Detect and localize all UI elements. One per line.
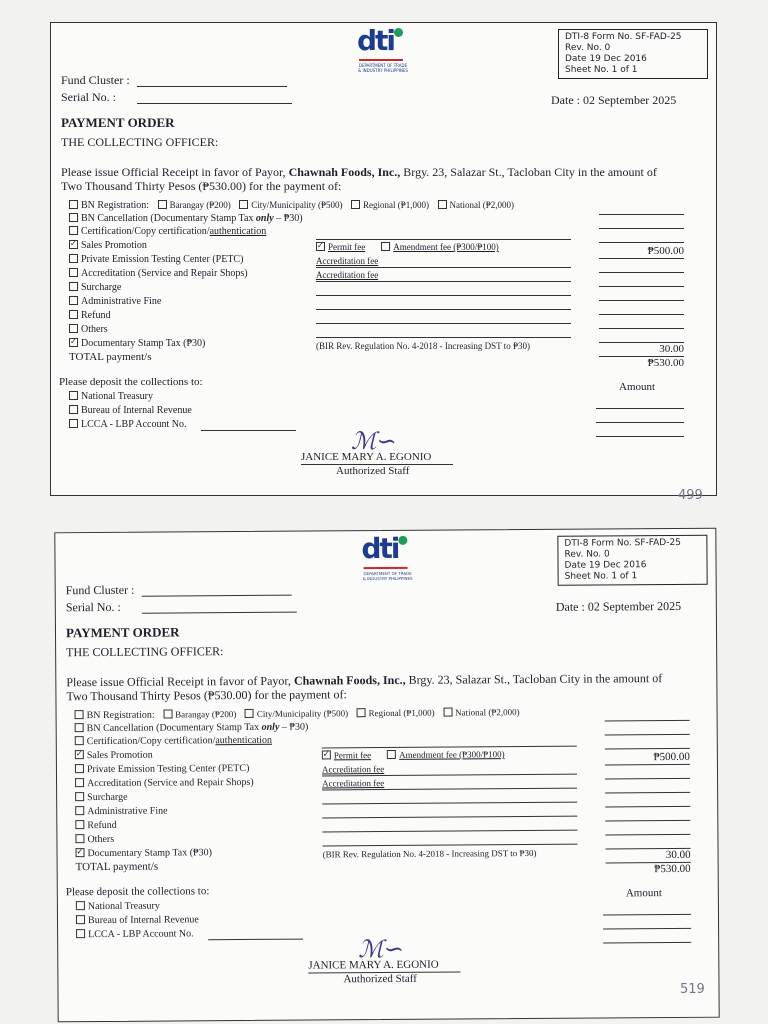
bn-cancellation-only: only xyxy=(261,721,280,733)
form-title: PAYMENT ORDER xyxy=(61,115,175,130)
dti-logo-subtitle: DEPARTMENT OF TRADE & INDUSTRY PHILIPPINES xyxy=(362,570,413,582)
permit-fee-label: Permit fee xyxy=(333,750,372,761)
refund-label: Refund xyxy=(81,310,111,321)
bn-cancellation-post: – ₱30) xyxy=(279,721,309,733)
certification-checkbox[interactable] xyxy=(75,736,84,745)
petc-label: Private Emission Testing Center (PETC) xyxy=(86,762,250,776)
dti-logo-dot xyxy=(394,28,403,37)
bn-cancellation-pre: BN Cancellation (Documentary Stamp Tax xyxy=(86,721,262,735)
amount-line-1 xyxy=(599,214,684,215)
amount-line-4 xyxy=(605,764,690,766)
form-number: DTI-8 Form No. SF-FAD-25 xyxy=(565,32,682,42)
sales-promotion-label: Sales Promotion xyxy=(86,749,153,762)
amount-line-8 xyxy=(605,820,690,822)
permit-fee-checkbox[interactable] xyxy=(316,242,325,251)
handwritten-page-number: 499 xyxy=(678,488,703,503)
dti-logo xyxy=(357,24,415,87)
lcca-row xyxy=(76,928,194,940)
dti-logo-bar xyxy=(359,59,403,61)
surcharge-label: Surcharge xyxy=(81,282,122,293)
revision-number: Rev. No. 0 xyxy=(564,549,610,560)
admin-fine-checkbox[interactable] xyxy=(75,806,84,815)
amount-line-9 xyxy=(599,328,684,329)
fee-line-5 xyxy=(322,830,577,833)
admin-fine-checkbox[interactable] xyxy=(69,296,78,305)
others-label: Others xyxy=(81,324,108,335)
deposit-amount-line-3 xyxy=(596,436,684,437)
lcca-label: LCCA - LBP Account No. xyxy=(81,419,187,430)
sales-promotion-row xyxy=(69,240,147,251)
dst-label: Documentary Stamp Tax (₱30) xyxy=(87,847,212,860)
certification-row xyxy=(75,735,272,747)
payment-order-sheet-2 xyxy=(0,512,768,1024)
bn-cancellation-pre: BN Cancellation (Documentary Stamp Tax xyxy=(81,213,256,224)
total-label: TOTAL payment/s xyxy=(75,860,159,874)
petc-row xyxy=(75,763,250,775)
amount-line-2 xyxy=(599,228,684,229)
admin-fine-label: Administrative Fine xyxy=(87,805,168,818)
petc-checkbox[interactable] xyxy=(75,764,84,773)
deposit-amount-line-1 xyxy=(603,914,691,916)
amount-line-5 xyxy=(605,778,690,780)
surcharge-row xyxy=(69,282,121,293)
dst-checkbox[interactable] xyxy=(69,338,78,347)
bn-cancellation-only: only xyxy=(255,213,274,224)
admin-fine-row xyxy=(69,296,161,307)
bn-registration-label: BN Registration: xyxy=(86,709,155,722)
accreditation-fee-2: Accreditation fee xyxy=(322,778,385,789)
national-treasury-checkbox[interactable] xyxy=(76,901,85,910)
total-label: TOTAL payment/s xyxy=(69,351,152,363)
intro-line-2: Two Thousand Thirty Pesos (₱530.00) for the payment of: xyxy=(61,179,342,193)
city-checkbox[interactable] xyxy=(239,200,248,209)
deposit-amount-line-2 xyxy=(603,928,691,930)
amount-line-2 xyxy=(605,734,690,736)
serial-no-label: Serial No. : xyxy=(65,599,121,615)
sales-promotion-label: Sales Promotion xyxy=(81,240,147,251)
deposit-label: Please deposit the collections to: xyxy=(59,376,203,388)
deposit-amount-line-2 xyxy=(596,422,684,423)
refund-row xyxy=(75,820,117,831)
others-checkbox[interactable] xyxy=(69,324,78,333)
fund-cluster-label: Fund Cluster : xyxy=(65,582,135,598)
regional-label: Regional (₱1,000) xyxy=(368,707,435,719)
fee-line-top xyxy=(322,746,577,749)
fee-line-4 xyxy=(322,816,577,819)
dst-checkbox[interactable] xyxy=(76,848,85,857)
payment-order-form xyxy=(50,22,717,496)
form-meta-box xyxy=(558,29,708,79)
bir-checkbox[interactable] xyxy=(76,915,85,924)
bn-registration-label: BN Registration: xyxy=(81,200,150,211)
accreditation-label: Accreditation (Service and Repair Shops) xyxy=(87,776,254,790)
lcca-account-field[interactable] xyxy=(208,939,303,941)
surcharge-label: Surcharge xyxy=(87,791,128,804)
form-date: Date 19 Dec 2016 xyxy=(564,560,647,571)
accreditation-row xyxy=(69,268,248,279)
bn-registration-checkbox[interactable] xyxy=(69,200,78,209)
lcca-account-field[interactable] xyxy=(201,430,296,431)
amount-header: Amount xyxy=(625,887,662,900)
bn-registration-row xyxy=(75,707,520,721)
amount-dst: 30.00 xyxy=(665,848,691,862)
barangay-label: Barangay (₱200) xyxy=(169,200,231,210)
dti-logo-dot xyxy=(398,536,407,545)
deposit-label: Please deposit the collections to: xyxy=(65,885,210,899)
bir-note: (BIR Rev. Regulation No. 4-2018 - Increasing DST to ₱30) xyxy=(322,847,537,860)
payment-order-form xyxy=(54,528,719,1023)
barangay-checkbox[interactable] xyxy=(158,200,167,209)
fund-cluster-field[interactable] xyxy=(137,86,287,87)
bir-label: Bureau of Internal Revenue xyxy=(81,405,192,416)
deposit-amount-line-1 xyxy=(596,408,684,409)
payment-date: Date : 02 September 2025 xyxy=(551,93,677,107)
refund-row xyxy=(69,310,110,321)
city-checkbox[interactable] xyxy=(245,709,254,718)
fee-line-6 xyxy=(316,337,571,338)
sales-promotion-checkbox[interactable] xyxy=(69,240,78,249)
payor-name: Chawnah Foods, Inc., xyxy=(293,672,406,688)
intro-line-1 xyxy=(61,165,657,180)
surcharge-checkbox[interactable] xyxy=(69,282,78,291)
fee-line-top xyxy=(316,239,571,240)
dti-logo-mark: dti xyxy=(361,531,399,566)
refund-checkbox[interactable] xyxy=(69,310,78,319)
national-label: National (₱2,000) xyxy=(449,200,515,210)
amount-line-7 xyxy=(605,806,690,808)
amendment-fee-label: Amendment fee (₱300/₱100) xyxy=(393,242,499,252)
amount-line-3 xyxy=(605,748,690,750)
intro-pre: Please issue Official Receipt in favor of Payor, xyxy=(61,165,289,179)
dst-row xyxy=(69,338,205,349)
signatory-title: Authorized Staff xyxy=(336,465,410,477)
bn-cancellation-row xyxy=(69,213,303,224)
fee-line-1 xyxy=(316,267,571,268)
amount-total: ₱530.00 xyxy=(654,862,691,876)
fee-line-5 xyxy=(316,323,571,324)
accreditation-fee-1: Accreditation fee xyxy=(316,256,379,266)
national-treasury-row xyxy=(76,901,160,913)
national-checkbox[interactable] xyxy=(443,708,452,717)
amount-line-4 xyxy=(599,258,684,259)
dst-label: Documentary Stamp Tax (₱30) xyxy=(81,338,206,349)
fee-line-6 xyxy=(322,844,577,847)
petc-checkbox[interactable] xyxy=(69,254,78,263)
regional-checkbox[interactable] xyxy=(357,708,366,717)
serial-no-field[interactable] xyxy=(137,103,292,104)
bn-cancellation-row xyxy=(75,722,309,735)
amount-line-6 xyxy=(605,792,690,794)
fund-cluster-field[interactable] xyxy=(142,595,292,597)
payor-name: Chawnah Foods, Inc., xyxy=(288,165,401,179)
petc-row xyxy=(69,254,243,265)
certification-auth: authentication xyxy=(209,226,267,237)
accreditation-fee-1: Accreditation fee xyxy=(321,764,385,775)
certification-pre: Certification/Copy certification/ xyxy=(81,226,210,237)
payment-date: Date : 02 September 2025 xyxy=(555,598,682,614)
amount-line-9 xyxy=(605,834,690,836)
national-label: National (₱2,000) xyxy=(455,707,520,718)
amendment-fee-label: Amendment fee (₱300/₱100) xyxy=(399,749,505,760)
amendment-fee-checkbox[interactable] xyxy=(387,750,396,759)
refund-label: Refund xyxy=(87,819,117,832)
amount-line-7 xyxy=(599,300,684,301)
dti-logo-mark: dti xyxy=(357,24,395,57)
permit-fee-row xyxy=(316,242,499,252)
amount-dst: 30.00 xyxy=(659,343,684,355)
serial-no-field[interactable] xyxy=(142,612,297,614)
fee-line-3 xyxy=(316,295,571,296)
lcca-checkbox[interactable] xyxy=(69,419,78,428)
barangay-checkbox[interactable] xyxy=(163,710,172,719)
amount-line-1 xyxy=(605,720,690,722)
surcharge-checkbox[interactable] xyxy=(75,792,84,801)
others-row xyxy=(75,834,114,845)
bn-registration-checkbox[interactable] xyxy=(75,710,84,719)
fee-line-2 xyxy=(316,281,571,282)
others-checkbox[interactable] xyxy=(75,834,84,843)
accreditation-row xyxy=(75,777,254,789)
bn-registration-row xyxy=(69,200,514,211)
amount-line-3 xyxy=(599,242,684,243)
petc-label: Private Emission Testing Center (PETC) xyxy=(81,254,244,265)
national-treasury-label: National Treasury xyxy=(81,391,153,402)
admin-fine-row xyxy=(75,806,167,818)
intro-line-2: Two Thousand Thirty Pesos (₱530.00) for the payment of: xyxy=(66,687,347,704)
certification-pre: Certification/Copy certification/ xyxy=(86,735,216,748)
barangay-label: Barangay (₱200) xyxy=(175,709,237,720)
sales-promotion-row xyxy=(75,750,153,762)
amount-line-6 xyxy=(599,286,684,287)
bir-row xyxy=(76,914,199,926)
certification-checkbox[interactable] xyxy=(69,226,78,235)
dti-logo-bar xyxy=(364,567,408,569)
form-date: Date 19 Dec 2016 xyxy=(565,54,647,64)
others-row xyxy=(69,324,108,335)
accreditation-checkbox[interactable] xyxy=(69,268,78,277)
sales-promotion-checkbox[interactable] xyxy=(75,750,84,759)
deposit-amount-line-3 xyxy=(603,942,691,944)
intro-post: Brgy. 23, Salazar St., Tacloban City in the amount of xyxy=(400,165,657,179)
permit-fee-checkbox[interactable] xyxy=(322,751,331,760)
dst-row xyxy=(76,847,212,859)
bir-row xyxy=(69,405,192,416)
certification-auth: authentication xyxy=(215,734,273,747)
handwritten-page-number: 519 xyxy=(680,982,705,997)
accreditation-checkbox[interactable] xyxy=(75,778,84,787)
sheet-number: Sheet No. 1 of 1 xyxy=(565,65,638,75)
form-number: DTI-8 Form No. SF-FAD-25 xyxy=(564,537,681,549)
intro-post: Brgy. 23, Salazar St., Tacloban City in the amount of xyxy=(405,671,663,687)
amount-sales-promotion: ₱500.00 xyxy=(653,750,690,764)
regional-checkbox[interactable] xyxy=(351,200,360,209)
bn-cancellation-post: – ₱30) xyxy=(273,213,303,224)
bir-note: (BIR Rev. Regulation No. 4-2018 - Increasing DST to ₱30) xyxy=(316,341,530,351)
national-treasury-row xyxy=(69,391,153,402)
city-label: City/Municipality (₱500) xyxy=(251,200,343,210)
addressee: THE COLLECTING OFFICER: xyxy=(66,644,224,660)
accreditation-label: Accreditation (Service and Repair Shops) xyxy=(81,268,248,279)
national-checkbox[interactable] xyxy=(438,200,447,209)
lcca-checkbox[interactable] xyxy=(76,929,85,938)
dti-logo-subtitle: DEPARTMENT OF TRADE & INDUSTRY PHILIPPINES xyxy=(358,63,408,73)
fund-cluster-label: Fund Cluster : xyxy=(61,73,130,87)
lcca-label: LCCA - LBP Account No. xyxy=(88,928,194,941)
dti-logo xyxy=(361,531,419,595)
signature-scribble: ℳ∽ xyxy=(358,934,405,964)
form-title: PAYMENT ORDER xyxy=(65,624,180,641)
signatory-name: JANICE MARY A. EGONIO xyxy=(301,451,432,463)
sheet-number: Sheet No. 1 of 1 xyxy=(564,571,638,582)
surcharge-row xyxy=(75,792,127,803)
bir-checkbox[interactable] xyxy=(69,405,78,414)
fee-line-3 xyxy=(322,802,577,805)
admin-fine-label: Administrative Fine xyxy=(81,296,162,307)
form-meta-box xyxy=(557,535,707,586)
refund-checkbox[interactable] xyxy=(75,820,84,829)
certification-row xyxy=(69,226,266,237)
city-label: City/Municipality (₱500) xyxy=(256,708,349,719)
accreditation-fee-2: Accreditation fee xyxy=(316,270,379,280)
permit-fee-label: Permit fee xyxy=(328,242,366,252)
serial-no-label: Serial No. : xyxy=(61,90,116,104)
amount-line-5 xyxy=(599,272,684,273)
amount-sales-promotion: ₱500.00 xyxy=(647,245,684,257)
signature-scribble: ℳ∽ xyxy=(351,427,397,455)
amount-header: Amount xyxy=(619,381,656,393)
addressee: THE COLLECTING OFFICER: xyxy=(61,135,219,149)
intro-line-1 xyxy=(66,671,662,690)
signatory-name: JANICE MARY A. EGONIO xyxy=(308,958,439,972)
bn-cancellation-checkbox[interactable] xyxy=(69,213,78,222)
national-treasury-label: National Treasury xyxy=(87,900,160,913)
amount-total: ₱530.00 xyxy=(647,357,684,369)
lcca-row xyxy=(69,419,186,430)
others-label: Others xyxy=(87,833,115,846)
bn-cancellation-checkbox[interactable] xyxy=(75,723,84,732)
intro-pre: Please issue Official Receipt in favor of Payor, xyxy=(66,673,294,690)
amendment-fee-checkbox[interactable] xyxy=(381,242,390,251)
amount-line-8 xyxy=(599,314,684,315)
revision-number: Rev. No. 0 xyxy=(565,43,611,53)
regional-label: Regional (₱1,000) xyxy=(363,200,430,210)
bir-label: Bureau of Internal Revenue xyxy=(87,914,199,927)
signatory-title: Authorized Staff xyxy=(343,972,417,986)
fee-line-4 xyxy=(316,309,571,310)
national-treasury-checkbox[interactable] xyxy=(69,391,78,400)
permit-fee-row xyxy=(322,749,505,761)
